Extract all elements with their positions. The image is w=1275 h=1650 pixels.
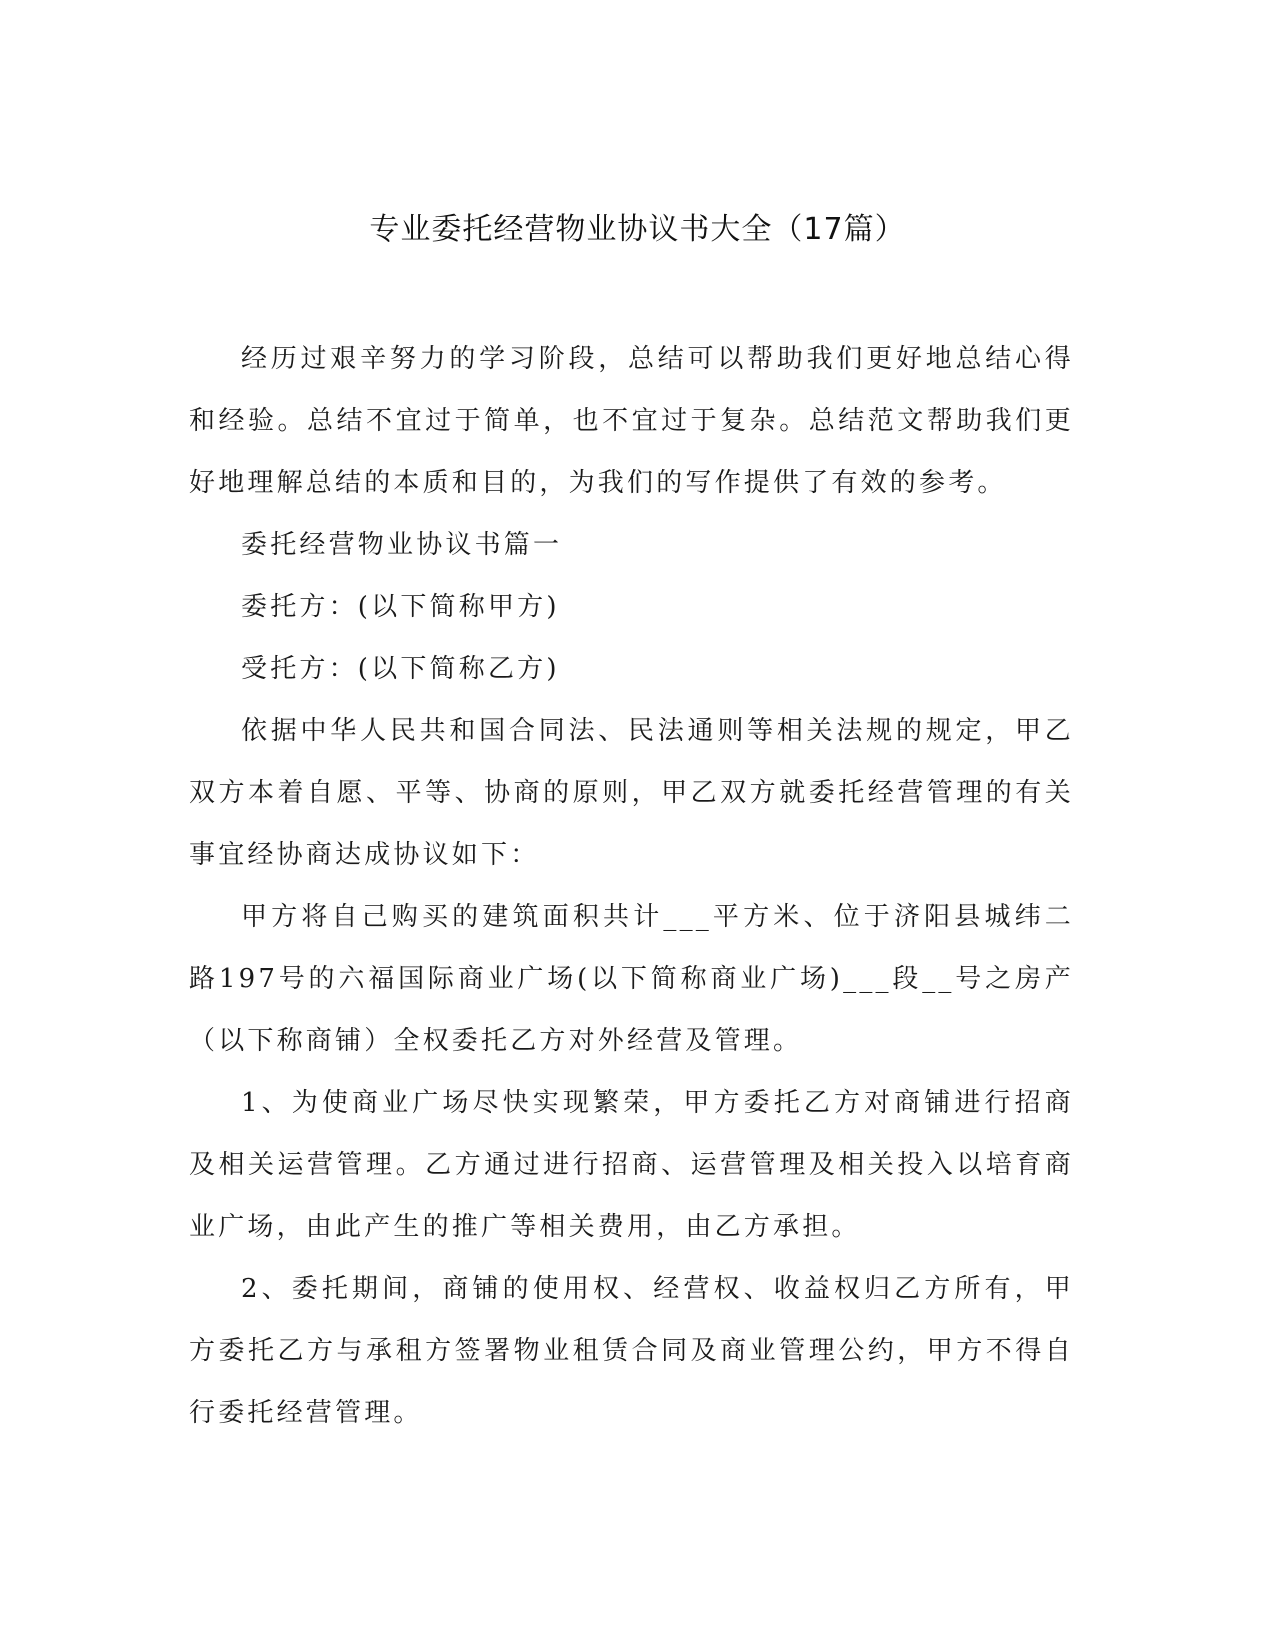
section-heading: 委托经营物业协议书篇一 xyxy=(241,530,563,560)
principal-line: 委托方：(以下简称甲方) xyxy=(241,592,560,622)
document-title: 专业委托经营物业协议书大全（17篇） xyxy=(369,212,906,247)
document-body xyxy=(189,328,1074,1444)
agent-line: 受托方：(以下简称乙方) xyxy=(241,654,560,684)
intro-paragraph: 经历过艰辛努力的学习阶段，总结可以帮助我们更好地总结心得和经验。总结不宜过于简单，也不宜过于复杂。总结范文帮助我们更好地理解总结的本质和目的，为我们的写作提供了有效的参考。 xyxy=(189,344,1074,498)
clause-2-paragraph: 2、委托期间，商铺的使用权、经营权、收益权归乙方所有，甲方委托乙方与承租方签署物业租赁合同及商业管理公约，甲方不得自行委托经营管理。 xyxy=(189,1274,1074,1428)
basis-paragraph: 依据中华人民共和国合同法、民法通则等相关法规的规定，甲乙双方本着自愿、平等、协商的原则，甲乙双方就委托经营管理的有关事宜经协商达成协议如下： xyxy=(189,716,1074,870)
property-paragraph: 甲方将自己购买的建筑面积共计___平方米、位于济阳县城纬二路197号的六福国际商业广场(以下简称商业广场)___段__号之房产（以下称商铺）全权委托乙方对外经营及管理。 xyxy=(189,902,1074,1056)
clause-1-paragraph: 1、为使商业广场尽快实现繁荣，甲方委托乙方对商铺进行招商及相关运营管理。乙方通过进行招商、运营管理及相关投入以培育商业广场，由此产生的推广等相关费用，由乙方承担。 xyxy=(189,1088,1074,1242)
